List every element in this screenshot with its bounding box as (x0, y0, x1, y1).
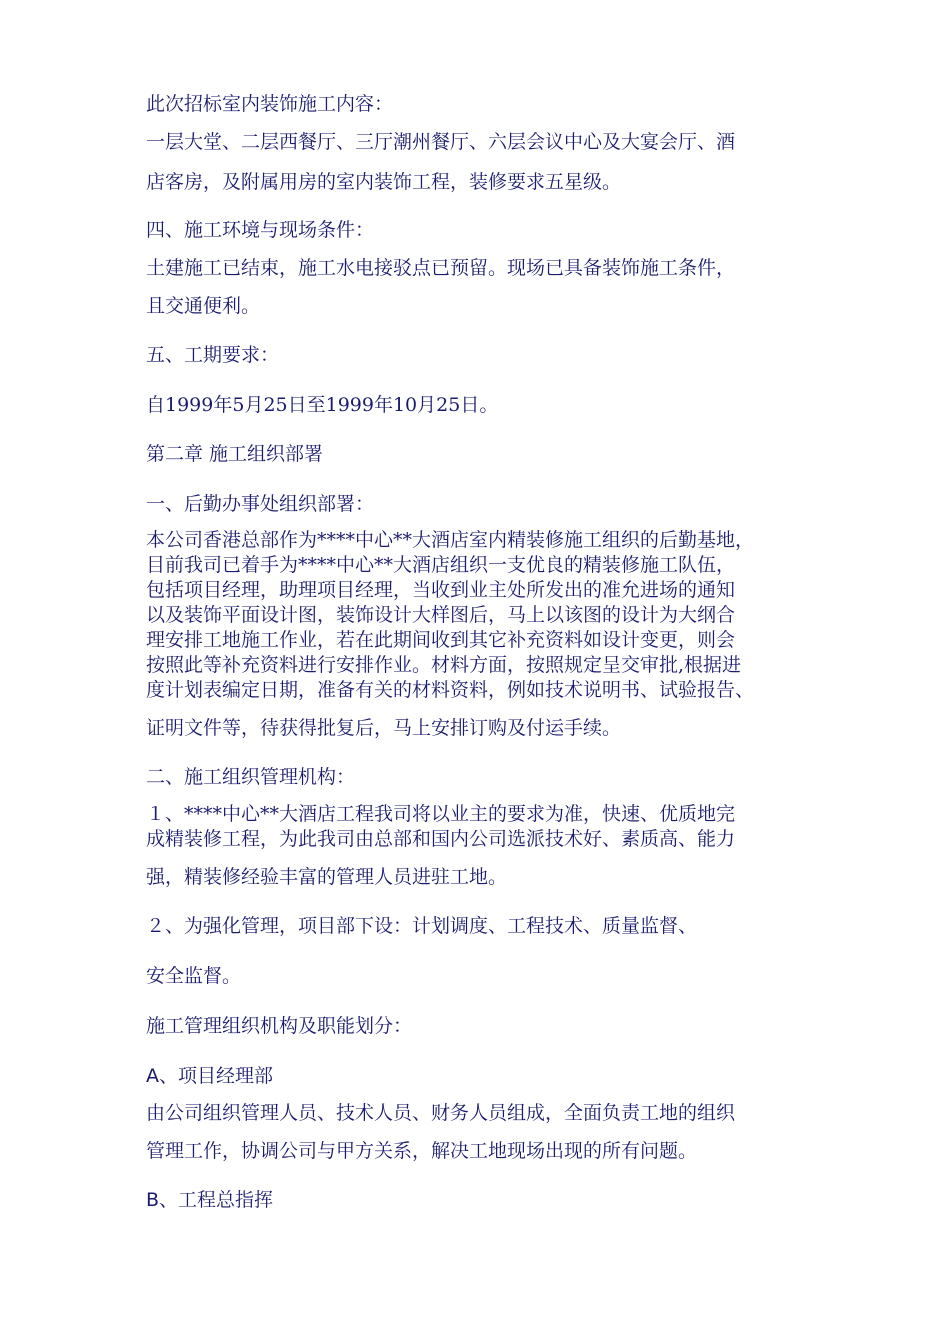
text-line: 按照此等补充资料进行安排作业。材料方面，按照规定呈交审批,根据进 (146, 654, 742, 676)
chapter-heading: 第二章 施工组织部署 (146, 443, 324, 465)
text-line: 店客房，及附属用房的室内装饰工程，装修要求五星级。 (146, 171, 622, 193)
text-line: 目前我司已着手为****中心**大酒店组织一支优良的精装修施工队伍， (146, 554, 736, 576)
text-line: 自1999年5月25日至1999年10月25日。 (146, 394, 499, 416)
text-line: 度计划表编定日期，准备有关的材料资料，例如技术说明书、试验报告、 (146, 679, 755, 701)
text-line: 土建施工已结束，施工水电接驳点已预留。现场已具备装饰施工条件， (146, 257, 736, 279)
text-line: 一层大堂、二层西餐厅、三厅潮州餐厅、六层会议中心及大宴会厅、酒 (146, 131, 736, 153)
text-line: 且交通便利。 (146, 295, 261, 317)
text-line: 以及装饰平面设计图，装饰设计大样图后，马上以该图的设计为大纲合 (146, 604, 736, 626)
text-line: 证明文件等，待获得批复后，马上安排订购及付运手续。 (146, 717, 622, 739)
text-line: 本公司香港总部作为****中心**大酒店室内精装修施工组织的后勤基地， (146, 529, 755, 551)
text-line: 理安排工地施工作业，若在此期间收到其它补充资料如设计变更，则会 (146, 629, 736, 651)
section-heading: 施工管理组织机构及职能划分： (146, 1015, 413, 1037)
text-line: ２、为强化管理，项目部下设：计划调度、工程技术、质量监督、 (146, 915, 698, 937)
section-heading: 一、后勤办事处组织部署： (146, 493, 375, 515)
text-line: 管理工作，协调公司与甲方关系，解决工地现场出现的所有问题。 (146, 1140, 698, 1162)
text-line: １、****中心**大酒店工程我司将以业主的要求为准，快速、优质地完 (146, 803, 736, 825)
text-line: 由公司组织管理人员、技术人员、财务人员组成，全面负责工地的组织 (146, 1102, 736, 1124)
subsection-heading: A、项目经理部 (146, 1065, 273, 1087)
section-heading: 二、施工组织管理机构： (146, 766, 356, 788)
text-line: 强，精装修经验丰富的管理人员进驻工地。 (146, 866, 508, 888)
section-heading: 五、工期要求： (146, 344, 280, 366)
section-heading: 四、施工环境与现场条件： (146, 219, 375, 241)
text-line: 此次招标室内装饰施工内容： (146, 93, 394, 115)
text-line: 安全监督。 (146, 965, 242, 987)
text-line: 成精装修工程，为此我司由总部和国内公司选派技术好、素质高、能力 (146, 828, 736, 850)
subsection-heading: B、工程总指挥 (146, 1189, 274, 1211)
text-line: 包括项目经理，助理项目经理，当收到业主处所发出的准允进场的通知 (146, 579, 736, 601)
